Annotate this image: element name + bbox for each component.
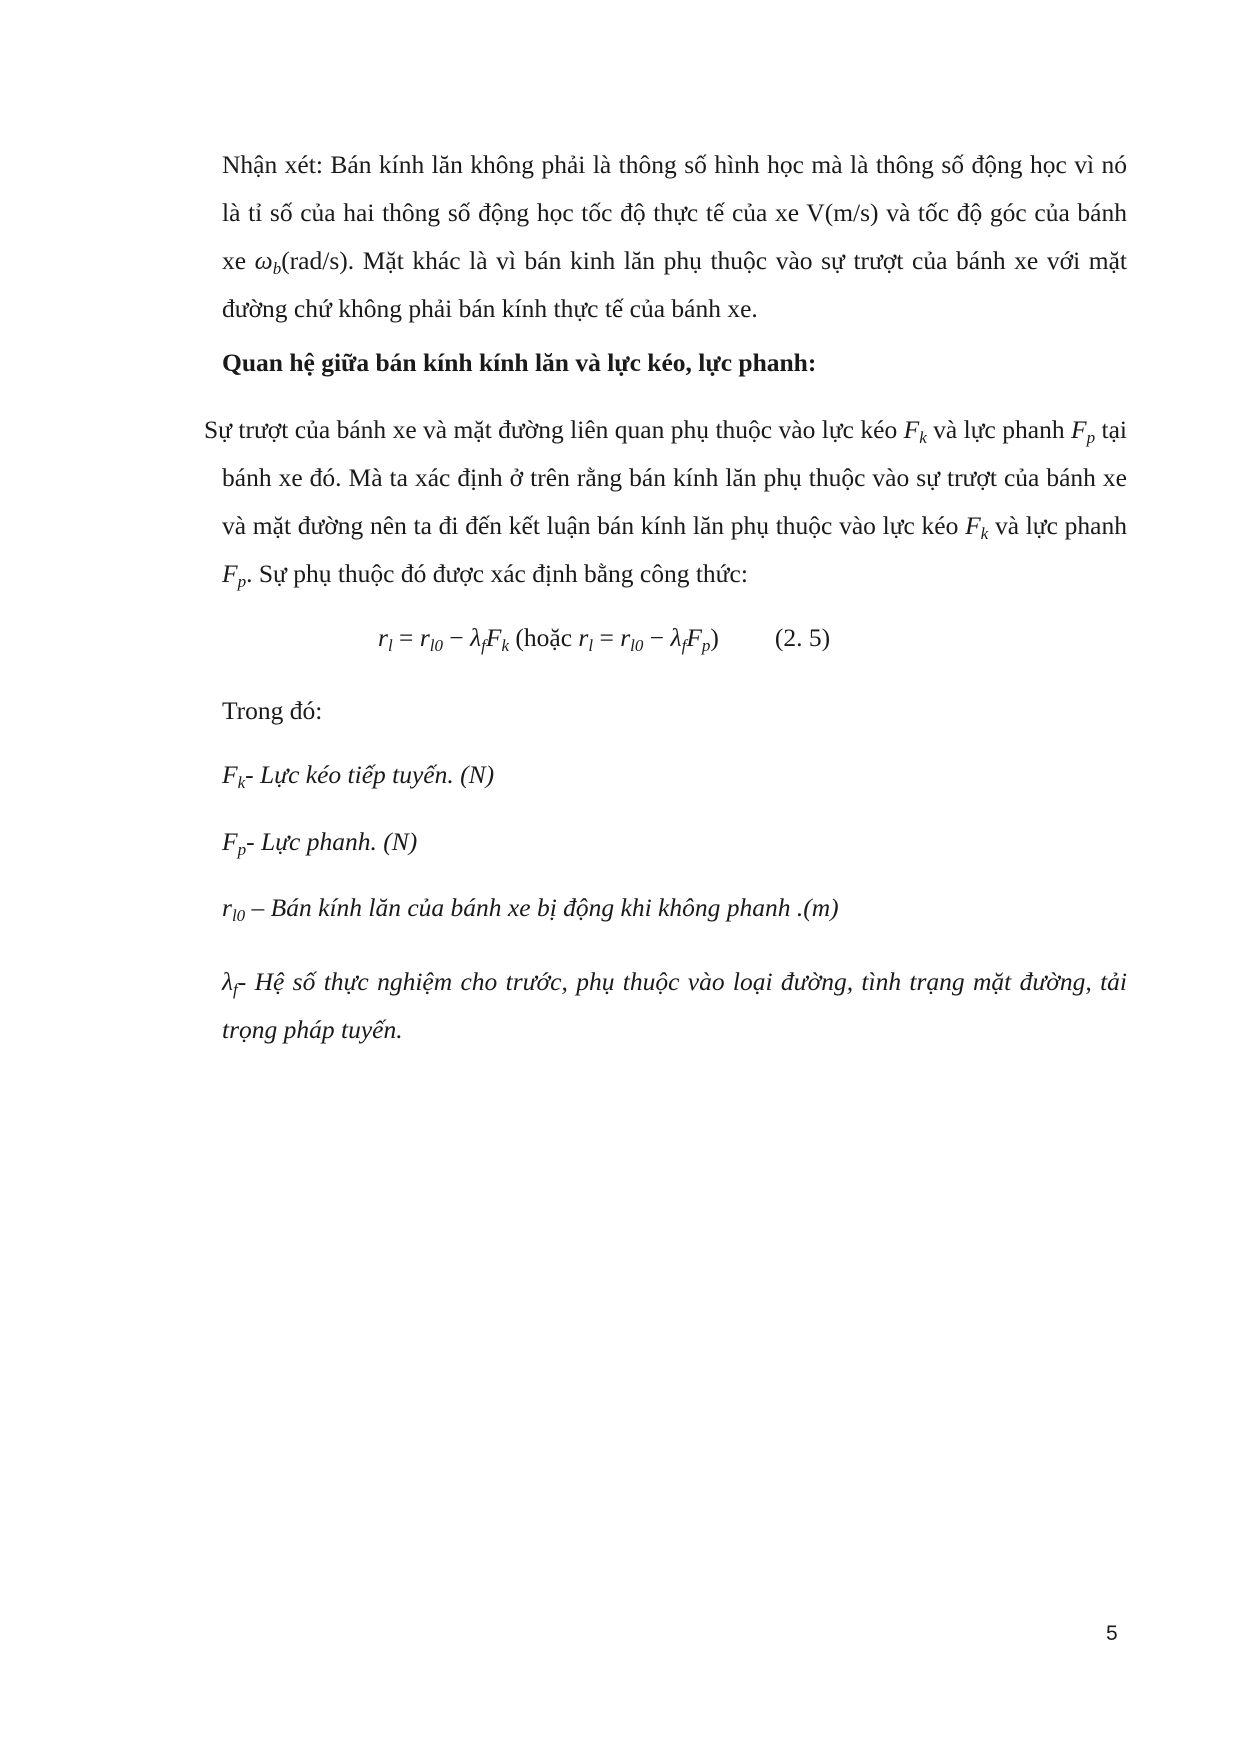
- paragraph1-text-a: Nhận xét: Bán kính lăn không phải là thông số hình học mà là thông số động học vì nó là tỉ số của hai thông số động học tốc độ thực tế của xe V(m/s) và tốc độ góc của bánh xe: [222, 150, 1127, 275]
- equation-number: (2. 5): [774, 623, 831, 652]
- omega-symbol: ω: [254, 246, 273, 275]
- definition-Fk: $F_k-$ Lực kéo tiếp tuyến. (N): [222, 760, 495, 792]
- p2-text-1: Sự trượt của bánh xe và mặt đường liên quan phụ thuộc vào lực kéo: [204, 415, 904, 444]
- formula-2-5: $r_l = r_{l0} - \lambda_fF_k$ (hoặc $r_l = r_{l0} - \lambda_fF_p$) (2. 5): [378, 623, 831, 655]
- paragraph-nhan-xet: [222, 141, 1127, 333]
- p2-text-2: và lực phanh: [926, 415, 1071, 444]
- omega-subscript: b: [272, 259, 282, 278]
- page-number: 5: [1106, 1622, 1118, 1645]
- paragraph-su-truot: [204, 406, 1127, 598]
- where-label: Trong đó:: [222, 696, 323, 725]
- p2-text-4: và lực phanh: [988, 511, 1127, 540]
- definition-Fp: $F_p-$ Lực phanh. (N): [222, 827, 418, 859]
- paragraph1-text-b: (rad/s). Mặt khác là vì bán kinh lăn phụ thuộc vào sự trượt của bánh xe với mặt đường chứ không phải bán kính thực tế của bánh xe.: [222, 246, 1127, 323]
- p2-Fp-2: $F_p$: [222, 559, 247, 591]
- p2-text-5: . Sự phụ thuộc đó được xác định bằng công thức:: [246, 559, 748, 588]
- p2-text-3: tại bánh xe đó. Mà ta xác định ở trên rằng bán kính lăn phụ thuộc vào sự trượt của bánh xe và mặt đường nên ta đi đến kết luận bán kính lăn phụ thuộc vào lực kéo: [222, 415, 1127, 540]
- p2-Fk-2: $F_k$: [965, 511, 989, 543]
- p2-Fp-1: $F_p$: [1071, 415, 1096, 447]
- section-heading: Quan hệ giữa bán kính kính lăn và lực kéo, lực phanh:: [222, 348, 817, 377]
- p2-Fk-1: $F_k$: [903, 415, 927, 447]
- definition-rl0: $r_{l0}$ – Bán kính lăn của bánh xe bị động khi không phanh .(m): [222, 893, 839, 925]
- definition-lambda-f: $\lambda_f-$ Hệ số thực nghiệm cho trước, phụ thuộc vào loại đường, tình trạng mặt đường, tải trọng pháp tuyến.: [222, 967, 1127, 1044]
